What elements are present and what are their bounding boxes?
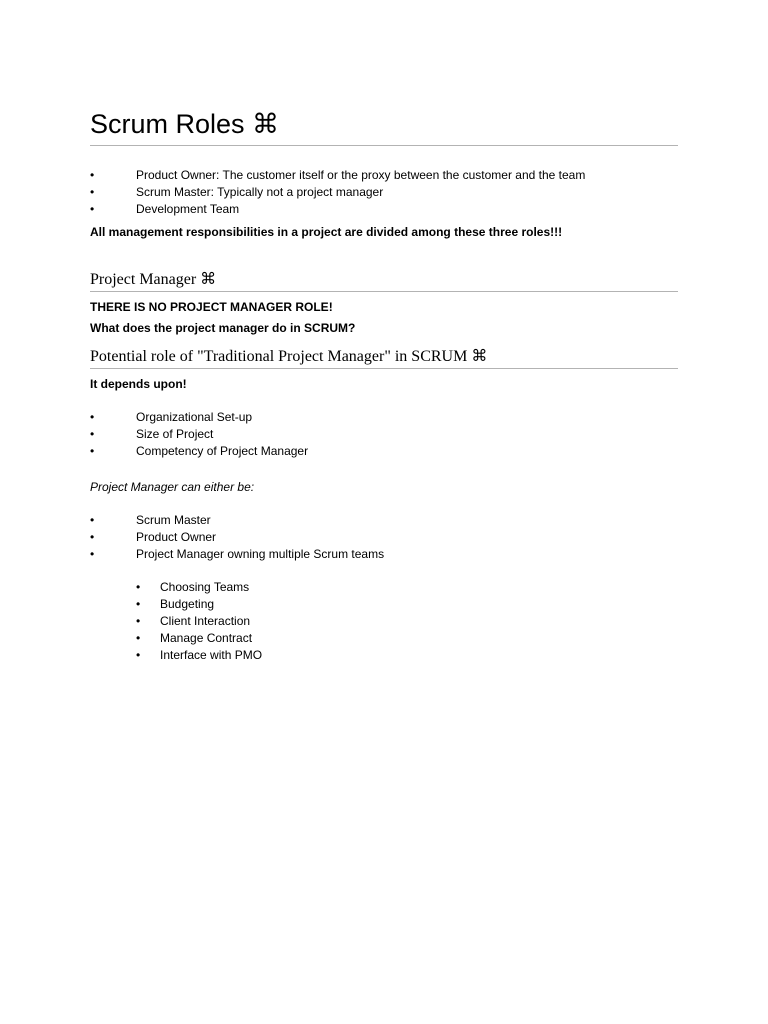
list-item: • Choosing Teams [136,580,250,594]
bullet-icon: • [90,530,95,544]
bullet-icon: • [136,614,141,628]
scrum-roles-title: Scrum Roles ⌘ [90,109,280,139]
bullet-icon: • [90,444,95,458]
list-item: • Interface with PMO [136,648,263,662]
roles-note: All management responsibilities in a project are divided among these three roles!!! [90,225,563,239]
list-item: • Manage Contract [136,631,253,645]
no-pm-role-text: THERE IS NO PROJECT MANAGER ROLE! [90,300,333,314]
either-be-label: Project Manager can either be: [90,480,255,494]
list-item: • Budgeting [136,597,215,611]
bullet-icon: • [90,513,95,527]
bullet-icon: • [90,427,95,441]
list-item: • Product Owner: The customer itself or the proxy between the customer and the team [90,168,586,182]
duties-list [90,579,678,664]
scrum-roles-heading-block [90,106,678,146]
pm-question-text: What does the project manager do in SCRUM? [90,321,356,335]
list-item: • Product Owner [90,530,217,544]
list-item: • Development Team [90,202,240,216]
bullet-icon: • [136,580,141,594]
project-manager-heading: Project Manager ⌘ [90,270,678,292]
list-item: • Scrum Master: Typically not a project manager [90,185,384,199]
list-item: • Organizational Set-up [90,410,253,424]
factors-list [90,409,678,460]
bullet-icon: • [90,547,95,561]
bullet-icon: • [90,168,95,182]
bullet-icon: • [136,648,141,662]
bullet-icon: • [136,597,141,611]
bullet-icon: • [90,185,95,199]
potential-role-heading: Potential role of "Traditional Project Manager" in SCRUM ⌘ [90,347,678,369]
roles-list [90,167,678,218]
list-item: • Project Manager owning multiple Scrum teams [90,547,385,561]
list-item: • Size of Project [90,427,214,441]
list-item: • Scrum Master [90,513,211,527]
depends-upon-text: It depends upon! [90,377,187,391]
list-item: • Competency of Project Manager [90,444,309,458]
bullet-icon: • [90,202,95,216]
options-list [90,512,678,563]
bullet-icon: • [90,410,95,424]
bullet-icon: • [136,631,141,645]
list-item: • Client Interaction [136,614,251,628]
document-page [90,106,678,664]
